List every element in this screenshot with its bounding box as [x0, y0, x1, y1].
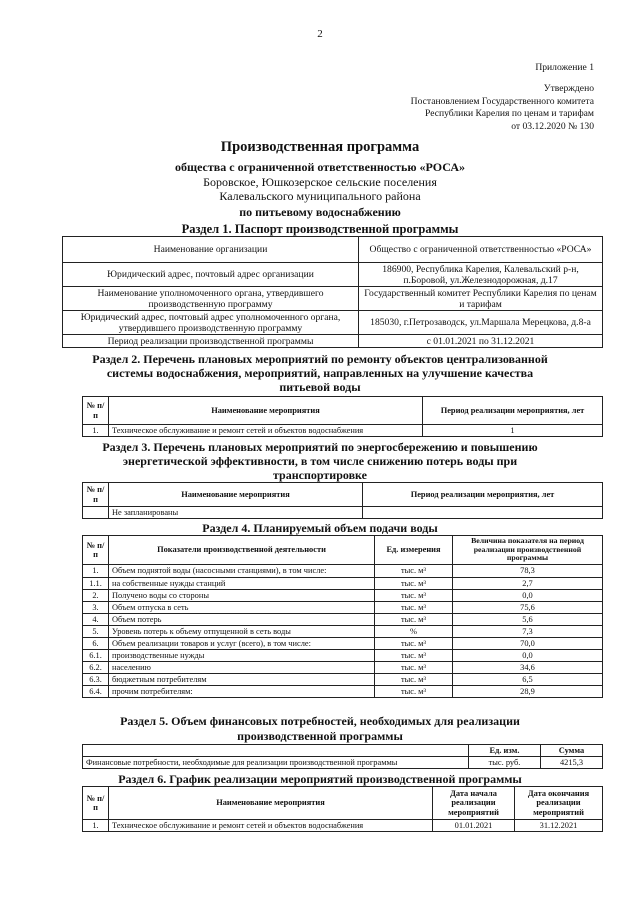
row-unit: тыс. м³ [375, 638, 453, 650]
header-name: Наименование мероприятия [109, 483, 363, 507]
row-name: производственные нужды [109, 650, 375, 662]
header-num: № п/п [83, 787, 109, 820]
row-value: 28,9 [453, 686, 603, 698]
section1-title: Раздел 1. Паспорт производственной программы [181, 222, 459, 236]
section2-title-line3: питьевой воды [279, 380, 361, 394]
section4-table [82, 535, 603, 698]
table-row [63, 237, 603, 263]
row-name: Объем реализации товаров и услуг (всего), в том числе: [109, 638, 375, 650]
organization-title: общества с ограниченной ответственностью «РОСА» [174, 160, 466, 174]
document-title: Производственная программа [220, 139, 420, 155]
row-value: 0,0 [453, 650, 603, 662]
row-name: Техническое обслуживание и ремонт сетей и объектов водоснабжения [109, 425, 423, 437]
row-period: 1 [423, 425, 603, 437]
table-row [83, 757, 603, 769]
header-value: Величина показателя на период реализации производственной программы [453, 536, 603, 565]
row-value: 5,6 [453, 614, 603, 626]
table-row [83, 614, 603, 626]
section3-table [82, 482, 603, 519]
row-name: населению [109, 662, 375, 674]
row-sum: 4215,3 [541, 757, 603, 769]
row-unit: тыс. м³ [375, 565, 453, 578]
document-title-block [0, 138, 640, 220]
table-row [83, 638, 603, 650]
section2-title-line2: системы водоснабжения, мероприятий, направленных на улучшение качества [106, 366, 534, 380]
passport-value: 185030, г.Петрозаводск, ул.Маршала Мерецкова, д.8-а [359, 311, 603, 335]
row-num: 1. [83, 565, 109, 578]
header-unit: Ед. измерения [375, 536, 453, 565]
row-num: 1.1. [83, 578, 109, 590]
row-num: 4. [83, 614, 109, 626]
passport-value: 186900, Республика Карелия, Калевальский р-н, п.Боровой, ул.Железнодорожная, д.17 [359, 263, 603, 287]
service-title: по питьевому водоснабжению [239, 205, 401, 219]
table-row [83, 425, 603, 437]
table-row [83, 686, 603, 698]
section4-title: Раздел 4. Планируемый объем подачи воды [202, 521, 438, 535]
passport-value: Общество с ограниченной ответственностью «РОСА» [359, 237, 603, 263]
row-num: 1. [83, 820, 109, 832]
approval-line: Постановлением Государственного комитета [410, 95, 594, 107]
passport-label: Период реализации производственной программы [63, 335, 359, 348]
header-empty [83, 745, 469, 757]
settlement-line: Боровское, Юшкозерское сельские поселения [203, 175, 437, 189]
row-num: 3. [83, 602, 109, 614]
row-unit: тыс. м³ [375, 650, 453, 662]
table-row [83, 590, 603, 602]
approval-stamp [411, 62, 594, 133]
header-num: № п/п [83, 397, 109, 425]
table-row [63, 335, 603, 348]
appendix-label: Приложение 1 [535, 62, 594, 73]
table-row [63, 263, 603, 287]
row-name: Техническое обслуживание и ремонт сетей и объектов водоснабжения [109, 820, 433, 832]
row-num: 6.2. [83, 662, 109, 674]
row-name: Финансовые потребности, необходимые для реализации производственной программы [83, 757, 469, 769]
row-unit: тыс. м³ [375, 602, 453, 614]
approval-line: Утверждено [543, 83, 594, 95]
row-name: Не запланированы [109, 507, 363, 519]
header-name: Наименование мероприятия [109, 787, 433, 820]
row-name: Объем поднятой воды (насосными станциями), в том числе: [109, 565, 375, 578]
section3-title-line3: транспортировке [273, 468, 367, 482]
row-num [83, 507, 109, 519]
section5-title-line1: Раздел 5. Объем финансовых потребностей, необходимых для реализации [120, 714, 520, 728]
row-name: Уровень потерь к объему отпущенной в сеть воды [109, 626, 375, 638]
table-header-row [83, 397, 603, 425]
row-name: бюджетным потребителям [109, 674, 375, 686]
table-header-row [83, 536, 603, 565]
passport-label: Наименование уполномоченного органа, утвердившего производственную программу [63, 287, 359, 311]
passport-value: Государственный комитет Республики Карелия по ценам и тарифам [359, 287, 603, 311]
row-num: 1. [83, 425, 109, 437]
passport-label: Юридический адрес, почтовый адрес уполномоченного органа, утвердившего производственную программу [63, 311, 359, 335]
header-name: Наименование мероприятия [109, 397, 423, 425]
table-row [83, 674, 603, 686]
row-value: 7,3 [453, 626, 603, 638]
section6-title: Раздел 6. График реализации мероприятий производственной программы [118, 772, 522, 786]
table-row [83, 650, 603, 662]
table-row [63, 311, 603, 335]
header-sum: Сумма [541, 745, 603, 757]
row-name: Объем отпуска в сеть [109, 602, 375, 614]
district-line: Калевальского муниципального района [219, 189, 421, 203]
table-row [83, 507, 603, 519]
table-row [83, 820, 603, 832]
table-header-row [83, 787, 603, 820]
header-period: Период реализации мероприятия, лет [363, 483, 603, 507]
approval-line: от 03.12.2020 № 130 [511, 120, 594, 132]
row-value: 78,3 [453, 565, 603, 578]
header-start: Дата начала реализации мероприятий [433, 787, 515, 820]
row-period [363, 507, 603, 519]
section2-title-line1: Раздел 2. Перечень плановых мероприятий по ремонту объектов централизованной [92, 352, 548, 366]
row-name: прочим потребителям: [109, 686, 375, 698]
row-num: 6. [83, 638, 109, 650]
header-num: № п/п [83, 536, 109, 565]
row-unit: тыс. м³ [375, 578, 453, 590]
passport-value: с 01.01.2021 по 31.12.2021 [359, 335, 603, 348]
row-value: 34,6 [453, 662, 603, 674]
section3-title-line2: энергетической эффективности, в том числе снижению потерь воды при [122, 454, 518, 468]
row-value: 70,0 [453, 638, 603, 650]
section6-table [82, 786, 603, 832]
section1-passport-table [62, 236, 603, 348]
section3-title-line1: Раздел 3. Перечень плановых мероприятий по энергосбережению и повышению [102, 440, 538, 454]
row-unit: тыс. м³ [375, 662, 453, 674]
row-value: 0,0 [453, 590, 603, 602]
row-num: 5. [83, 626, 109, 638]
table-row [63, 287, 603, 311]
row-unit: тыс. м³ [375, 590, 453, 602]
row-name: на собственные нужды станций [109, 578, 375, 590]
row-name: Объем потерь [109, 614, 375, 626]
row-name: Получено воды со стороны [109, 590, 375, 602]
row-value: 2,7 [453, 578, 603, 590]
table-row [83, 662, 603, 674]
table-row [83, 565, 603, 578]
row-num: 2. [83, 590, 109, 602]
section5-title-line2: производственной программы [237, 729, 403, 743]
table-row [83, 626, 603, 638]
section2-table [82, 396, 603, 437]
section5-table [82, 744, 603, 769]
approval-line: Республики Карелия по ценам и тарифам [424, 108, 594, 120]
header-period: Период реализации мероприятия, лет [423, 397, 603, 425]
table-header-row [83, 745, 603, 757]
row-unit: тыс. м³ [375, 686, 453, 698]
header-unit: Ед. изм. [469, 745, 541, 757]
header-num: № п/п [83, 483, 109, 507]
row-unit: % [375, 626, 453, 638]
passport-label: Наименование организации [63, 237, 359, 263]
passport-label: Юридический адрес, почтовый адрес организации [63, 263, 359, 287]
row-num: 6.4. [83, 686, 109, 698]
row-num: 6.3. [83, 674, 109, 686]
table-row [83, 602, 603, 614]
header-name: Показатели производственной деятельности [109, 536, 375, 565]
row-unit: тыс. руб. [469, 757, 541, 769]
row-start: 01.01.2021 [433, 820, 515, 832]
table-row [83, 578, 603, 590]
row-unit: тыс. м³ [375, 614, 453, 626]
header-end: Дата окончания реализации мероприятий [515, 787, 603, 820]
row-end: 31.12.2021 [515, 820, 603, 832]
row-value: 75,6 [453, 602, 603, 614]
table-header-row [83, 483, 603, 507]
row-num: 6.1. [83, 650, 109, 662]
row-value: 6,5 [453, 674, 603, 686]
page-number: 2 [317, 28, 323, 40]
row-unit: тыс. м³ [375, 674, 453, 686]
